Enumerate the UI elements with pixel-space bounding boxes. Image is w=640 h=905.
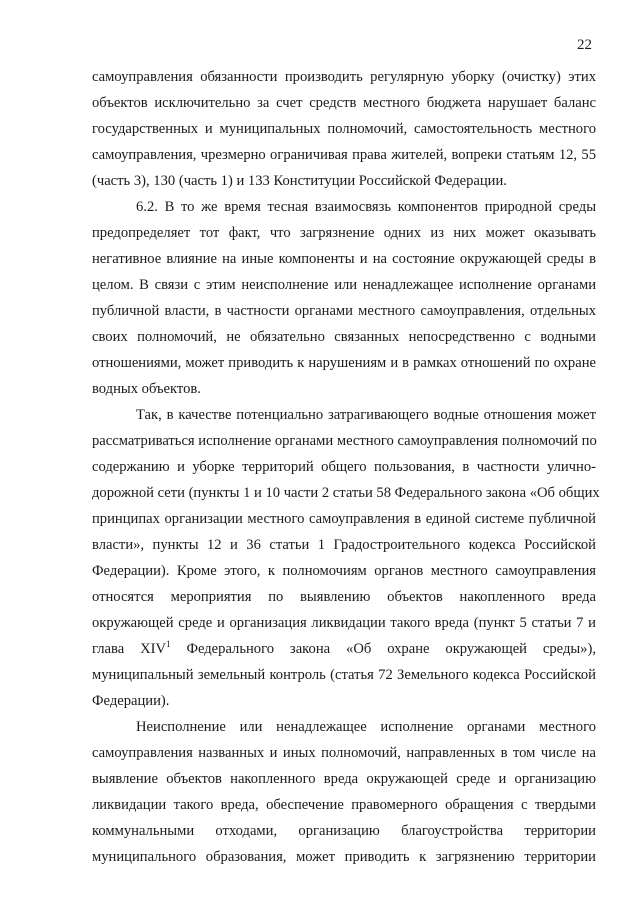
text-line xyxy=(92,610,596,636)
text-line xyxy=(92,714,596,740)
line-text: отношениями, может приводить к нарушениям и в рамках отношений по охране xyxy=(92,355,596,371)
text-line xyxy=(92,324,596,350)
line-text: Неисполнение или ненадлежащее исполнение органами местного xyxy=(136,719,596,735)
line-text: водных объектов. xyxy=(92,381,201,397)
line-text: ликвидации такого вреда, обеспечение правомерного обращения с твердыми xyxy=(92,797,596,813)
line-text: относятся мероприятия по выявлению объектов накопленного вреда xyxy=(92,589,596,605)
line-text: содержанию и уборке территорий общего пользования, в частности улично- xyxy=(92,459,596,475)
line-text: целом. В связи с этим неисполнение или ненадлежащее исполнение органами xyxy=(92,277,596,293)
line-text: муниципального образования, может приводить к загрязнению территории xyxy=(92,849,596,865)
text-line xyxy=(92,428,596,454)
line-text: самоуправления названных и иных полномочий, направленных в том числе на xyxy=(92,745,596,761)
text-line xyxy=(92,558,596,584)
line-text: принципах организации местного самоуправления в единой системе публичной xyxy=(92,511,596,527)
text-line xyxy=(92,64,596,90)
text-line xyxy=(92,818,596,844)
line-text: коммунальными отходами, организацию благоустройства территории xyxy=(92,823,596,839)
text-line xyxy=(92,142,596,168)
line-text: объектов исключительно за счет средств местного бюджета нарушает баланс xyxy=(92,95,596,111)
text-line xyxy=(92,506,596,532)
text-line xyxy=(92,116,596,142)
line-text: самоуправления обязанности производить регулярную уборку (очистку) этих xyxy=(92,69,596,85)
text-line xyxy=(92,532,596,558)
line-text: окружающей среде и организация ликвидации такого вреда (пункт 5 статьи 7 и xyxy=(92,615,596,631)
text-line xyxy=(92,272,596,298)
line-text-continued: Федерального закона «Об охране окружающей среды»), xyxy=(170,641,596,657)
line-text: выявление объектов накопленного вреда окружающей среде и организацию xyxy=(92,771,596,787)
body-text xyxy=(92,64,600,870)
text-line xyxy=(92,740,596,766)
text-line xyxy=(92,168,596,194)
line-text: самоуправления, чрезмерно ограничивая права жителей, вопреки статьям 12, 55 xyxy=(92,147,596,163)
text-line xyxy=(92,402,596,428)
text-line xyxy=(92,766,596,792)
text-line xyxy=(92,636,596,662)
line-text: муниципальный земельный контроль (статья 72 Земельного кодекса Российской xyxy=(92,667,596,683)
line-text: власти», пункты 12 и 36 статьи 1 Градостроительного кодекса Российской xyxy=(92,537,596,553)
line-text: предопределяет тот факт, что загрязнение одних из них может оказывать xyxy=(92,225,596,241)
page-number: 22 xyxy=(577,37,592,53)
text-line xyxy=(92,454,596,480)
text-line xyxy=(92,688,596,714)
text-line xyxy=(92,480,600,506)
line-text: своих полномочий, не обязательно связанных непосредственно с водными xyxy=(92,329,596,345)
line-text: (часть 3), 130 (часть 1) и 133 Конституции Российской Федерации. xyxy=(92,173,507,189)
text-line xyxy=(92,584,596,610)
line-text: глава XIV xyxy=(92,641,167,657)
text-line xyxy=(92,792,596,818)
text-line xyxy=(92,220,596,246)
line-text: публичной власти, в частности органами местного самоуправления, отдельных xyxy=(92,303,596,319)
text-line xyxy=(92,246,596,272)
text-line xyxy=(92,844,596,870)
text-line xyxy=(92,376,596,402)
line-text: дорожной сети (пункты 1 и 10 части 2 статьи 58 Федерального закона «Об общих xyxy=(92,485,600,501)
line-text: 6.2. В то же время тесная взаимосвязь компонентов природной среды xyxy=(136,199,596,215)
superscript: 1 xyxy=(166,639,171,650)
line-text: рассматриваться исполнение органами местного самоуправления полномочий по xyxy=(92,433,597,449)
line-text: Федерации). xyxy=(92,693,170,709)
text-line xyxy=(92,90,596,116)
text-line xyxy=(92,662,596,688)
text-line xyxy=(92,194,596,220)
line-text: Так, в качестве потенциально затрагивающего водные отношения может xyxy=(136,407,596,423)
line-text: Федерации). Кроме этого, к полномочиям органов местного самоуправления xyxy=(92,563,596,579)
text-line xyxy=(92,350,596,376)
line-text: негативное влияние на иные компоненты и на состояние окружающей среды в xyxy=(92,251,596,267)
line-text: государственных и муниципальных полномочий, самостоятельность местного xyxy=(92,121,596,137)
text-line xyxy=(92,298,596,324)
